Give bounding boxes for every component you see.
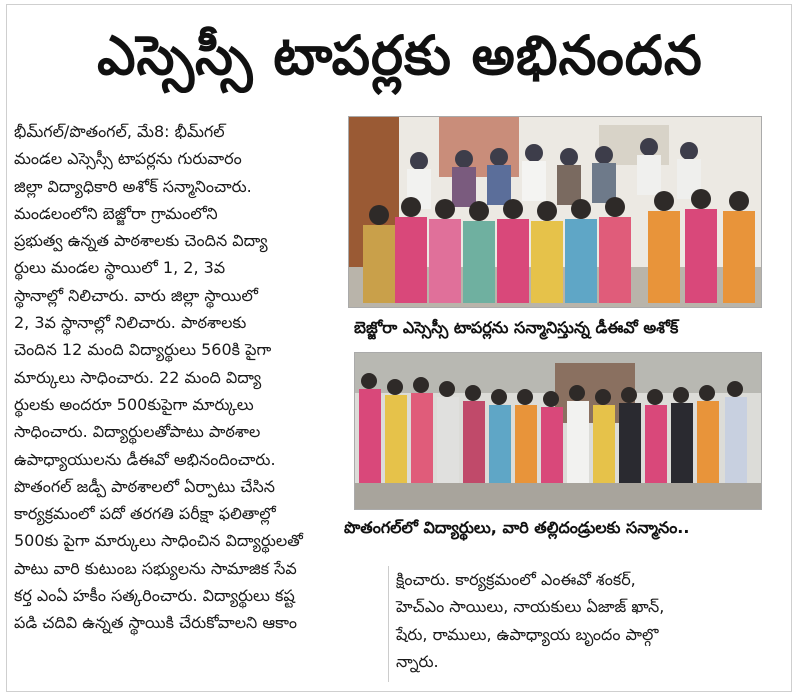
body-line: క్షించారు. కార్యక్రమంలో ఎంఈవో శంకర్, xyxy=(396,570,636,589)
body-line: చెందిన 12 మంది విద్యార్థులు 560కి పైగా xyxy=(14,340,272,360)
article-body xyxy=(14,118,348,637)
body-line: 2, 3వ స్థానాల్లో నిలిచారు. పాఠశాలకు xyxy=(14,313,247,333)
photo-caption-bejjora: బెజ్జోరా ఎస్సెస్సీ టాపర్లను సన్మానిస్తున్న డీఈవో అశోక్ xyxy=(350,318,682,341)
body-line: మార్కులు సాధించారు. 22 మంది విద్యా xyxy=(14,367,262,387)
body-line: ర్థులకు అందరూ 500కుపైగా మార్కులు xyxy=(14,394,254,414)
body-line: సాధించారు. విద్యార్థులతోపాటు పాఠశాల xyxy=(14,422,261,442)
article-body-continued xyxy=(396,566,772,675)
body-line: మండల ఎస్సెస్సీ టాపర్లను గురువారం xyxy=(14,149,242,169)
body-line: కర్త ఎంఏ హకీం సత్కరించారు. విద్యార్థులు కష్ట xyxy=(14,586,295,606)
column-divider xyxy=(388,566,389,682)
body-line: జిల్లా విద్యాధికారి అశోక్ సన్మానించారు. xyxy=(14,176,252,196)
photo-pothangal-students xyxy=(354,352,762,510)
body-line: ర్థులు మండల స్థాయిలో 1, 2, 3వ xyxy=(14,258,226,278)
body-line: ఉపాధ్యాయులను డీఈవో అభినందించారు. xyxy=(14,449,276,469)
body-line: హెచ్ఎం సాయిలు, నాయకులు ఏజాజ్ ఖాన్, xyxy=(396,597,665,617)
photo-caption-pothangal: పొతంగల్‌లో విద్యార్థులు, వారి తల్లిదండ్రులకు సన్మానం.. xyxy=(340,518,693,541)
body-line: భీమ్‌గల్/పొతంగల్, మే8: భీమ్‌గల్ xyxy=(14,122,225,141)
body-line: 500కు పైగా మార్కులు సాధించిన విద్యార్థులతో xyxy=(14,531,303,551)
body-line: కార్యక్రమంలో పదో తరగతి పరీక్షా ఫలితాల్లో xyxy=(14,504,276,524)
body-line: షేరు, రాములు, ఉపాధ్యాయ బృందం పాల్గొ xyxy=(396,624,659,644)
body-line: పడి చదివి ఉన్నత స్థాయికి చేరుకోవాలని ఆకాం xyxy=(14,613,297,633)
body-line: ప్రభుత్వ ఉన్నత పాఠశాలకు చెందిన విద్యా xyxy=(14,231,268,251)
body-line: స్థానాల్లో నిలిచారు. వారు జిల్లా స్థాయిలో xyxy=(14,285,258,305)
body-line: మండలంలోని బెజ్జోరా గ్రామంలోని xyxy=(14,203,218,223)
body-line: పాటు వారి కుటుంబ సభ్యులను సామాజిక సేవ xyxy=(14,558,297,578)
headline: ఎస్సెస్సీ టాపర్లకు అభినందన xyxy=(97,24,703,87)
body-line: న్నారు. xyxy=(396,651,439,671)
photo-bejjora-toppers xyxy=(348,116,762,308)
body-line: పొతంగల్ జడ్పీ పాఠశాలలో ఏర్పాటు చేసిన xyxy=(14,476,275,496)
